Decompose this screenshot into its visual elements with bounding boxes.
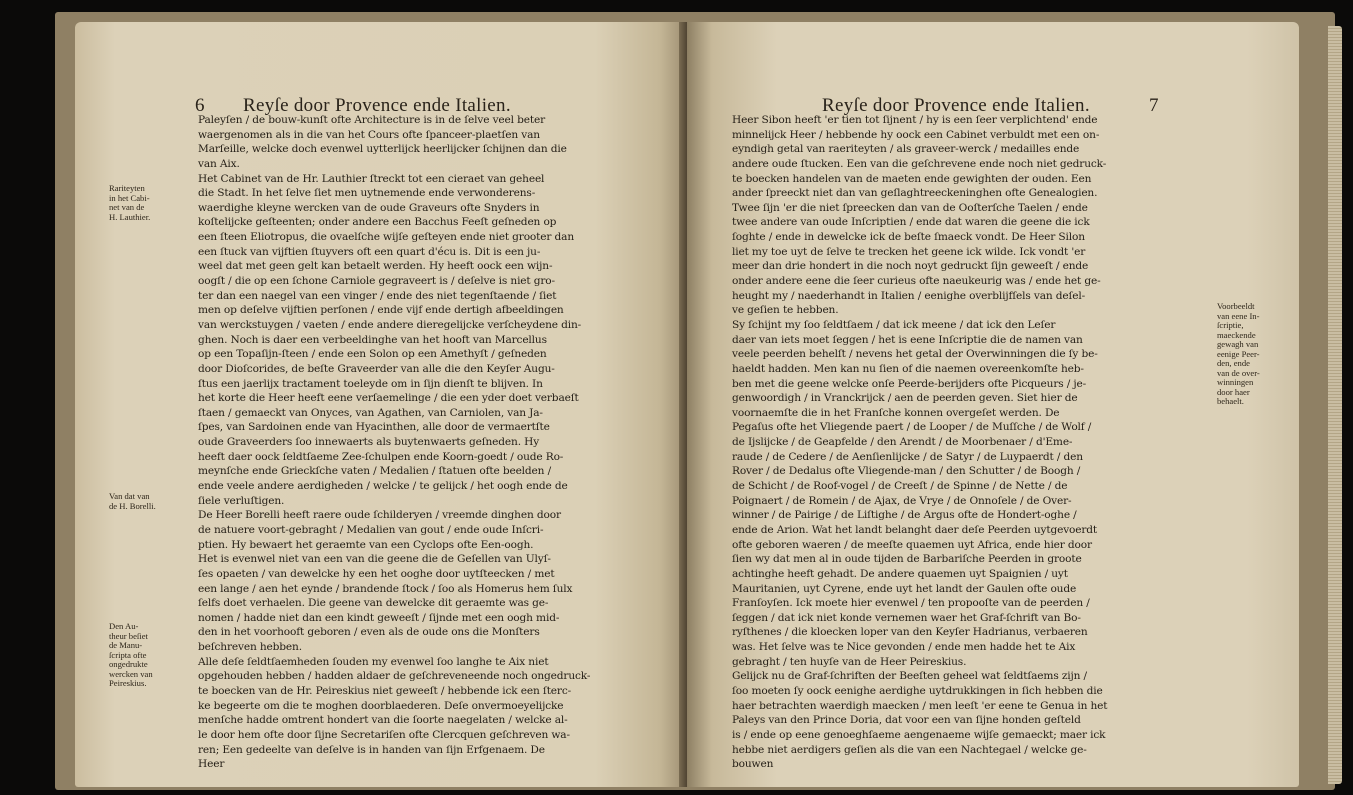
text-line: Poignaert / de Romein / de Ajax, de Vrye / de Onnoſele / de Over- xyxy=(732,494,1072,507)
text-line: ben met die geene welcke onſe Peerde-berijders ofte Picqueurs / je- xyxy=(732,377,1087,390)
margin-note-line: den, ende xyxy=(1217,358,1250,368)
text-line: Het Cabinet van de Hr. Lauthier ſtreckt tot een cieraet van geheel xyxy=(198,172,545,185)
text-line: te boecken handelen van de maeten ende gewighten der ouden. Een xyxy=(732,172,1092,185)
text-line: opgehouden hebben / hadden aldaer de geſchreveneende noch ongedruck- xyxy=(198,670,591,683)
margin-note-line: de H. Borelli. xyxy=(109,500,156,511)
text-line: het korte die Heer heeft eene verſaemelinge / die een yder doet verbaeſt xyxy=(198,392,579,405)
text-line: weel dat met geen gelt kan betaelt werden. Hy heeft oock een wijn- xyxy=(198,260,553,273)
text-line: ptien. Hy bewaert het geraemte van een Cyclops ofte Een-oogh. xyxy=(198,538,534,551)
open-book xyxy=(55,12,1340,792)
text-line: liet my toe uyt de ſelve te trecken het geene ick wilde. Ick vondt 'er xyxy=(732,245,1086,258)
text-line: ſoo moeten ſy oock eenighe aerdighe uytdrukkingen in ſich hebben die xyxy=(732,684,1103,697)
text-line: te boecken van de Hr. Peireskius niet geweeſt / hebbende ick een ſterc- xyxy=(198,684,572,697)
text-line: ter dan een naegel van een vinger / ende des niet tegenſtaende / ſiet xyxy=(198,289,557,302)
text-line: waergenomen als in die van het Cours ofte ſpanceer-plaetſen van xyxy=(198,128,540,141)
text-line: een ſteen Eliotropus, die ovaelſche wijſe geſteyen ende niet grooter dan xyxy=(198,231,574,244)
margin-note-line: maeckende xyxy=(1217,329,1256,340)
margin-note-borelli xyxy=(109,492,156,511)
text-line: ren; Een gedeelte van deſelve is in handen van ſijn Erfgenaem. De xyxy=(198,743,545,756)
left-body-text xyxy=(198,113,590,772)
margin-note-line: in het Cabi- xyxy=(109,192,150,203)
text-line: ende veele andere aerdigheden / welcke / te gelijck / het oogh ende de xyxy=(198,480,568,493)
margin-note-line: de Manu- xyxy=(109,640,143,650)
text-line: op een Topaſijn-ſteen / ende een Solon op een Amethyſt / geſneden xyxy=(198,348,547,361)
text-line: achtinghe heeft gehadt. De andere quaemen uyt Spaignien / uyt xyxy=(732,567,1068,580)
text-line: ofte geboren waeren / de meeſte quaemen uyt Africa, ende hier door xyxy=(732,538,1092,551)
text-line: Marſeille, welcke doch evenwel uytterlijck heerlijcker ſchijnen dan die xyxy=(198,143,567,156)
text-line: voornaemſte die in het Franſche konnen overgeſet werden. De xyxy=(732,406,1060,419)
left-page-number: 6 xyxy=(195,95,205,116)
text-line: eyndigh getal van raeriteyten / als graveer-werck / medailles ende xyxy=(732,143,1080,156)
text-line: ſien wy dat men al in oude tijden de Barbariſche Peerden in groote xyxy=(732,553,1082,566)
text-line: is / ende op eene genoeghſaeme aengenaeme wijſe gemaeckt; maer ick xyxy=(732,728,1106,741)
text-line: ſpes, van Sardoinen ende van Hyacinthen, alle door de vermaertſte xyxy=(198,421,550,434)
text-line: Het is evenwel niet van een van die geene die de Geſellen van Ulyſ- xyxy=(198,553,551,566)
text-line: menſche hadde omtrent hondert van die ſoorte naegelaten / welcke al- xyxy=(198,714,568,727)
margin-note-line: door haer xyxy=(1217,386,1250,397)
text-line: daer van iets moet ſeggen / het is eene Inſcriptie die de namen van xyxy=(732,333,1083,346)
text-line: nomen / hadde niet dan een kindt geweeſt / ſijnde met een oogh mid- xyxy=(198,611,560,624)
left-page xyxy=(75,22,687,787)
text-line: winner / de Pairige / de Liſtighe / de Argus ofte de Hondert-oghe / xyxy=(732,509,1077,522)
text-line: haer betrachten waerdigh maecken / men leeſt 'er eene te Genua in het xyxy=(732,699,1108,712)
text-line: onder andere eene die ſeer curieus ofte naeukeurig was / ende het ge- xyxy=(732,275,1101,288)
text-line: door Dioſcorides, de beſte Graveerder van alle die den Keyſer Augu- xyxy=(198,362,555,375)
margin-note-line: van eene In- xyxy=(1217,310,1260,321)
text-line: oogſt / die op een ſchone Carniole gegraveert is / deſelve is niet gro- xyxy=(198,275,555,288)
text-line: waerdighe kleyne wercken van de oude Graveurs ofte Snyders in xyxy=(198,201,540,214)
right-page xyxy=(687,22,1299,787)
margin-note-line: van de over- xyxy=(1217,367,1260,378)
text-line: de Schicht / de Roof-vogel / de Creeſt / de Spinne / de Nette / de xyxy=(732,480,1068,493)
text-line: een lange / aen het eynde / brandende ſtock / ſoo als Homerus hem ſulx xyxy=(198,582,573,595)
text-line: hebbe niet aerdigers geſien als die van een Nachtegael / welcke ge- xyxy=(732,743,1087,756)
text-line: een ſtuck van vijftien ſtuyvers oft een quart d'écu is. Dit is een ju- xyxy=(198,245,541,258)
text-line: andere oude ſtucken. Een van die geſchrevene ende noch niet gedruck- xyxy=(732,157,1107,170)
text-line: ſiele verluſtigen. xyxy=(198,494,285,507)
text-line: raude / de Cedere / de Aenſienlijcke / de Satyr / de Luypaerdt / den xyxy=(732,450,1083,463)
text-line: Paleyſen / de bouw-kunſt ofte Architecture is in de ſelve veel beter xyxy=(198,114,545,126)
margin-note-line: ſcriptie, xyxy=(1217,320,1244,330)
text-line: ſtaen / gemaeckt van Onyces, van Agathen, van Carniolen, van Ja- xyxy=(198,406,543,419)
text-line: Alle deſe ſeldtſaemheden ſouden my evenwel ſoo langhe te Aix niet xyxy=(198,655,549,668)
text-line: bouwen xyxy=(732,758,774,771)
text-line: oude Graveerders ſoo innewaerts als buytenwaerts geſneden. Hy xyxy=(198,436,540,449)
text-line: de Ijslijcke / de Geapfelde / den Arendt / de Moorbenaer / d'Eme- xyxy=(732,436,1073,449)
margin-note-line: H. Lauthier. xyxy=(109,211,151,222)
margin-note-line: gewagh van xyxy=(1217,339,1259,349)
text-line: men op deſelve vijftien perſonen / ende vijf ende dertigh afbeeldingen xyxy=(198,304,564,317)
text-line: ſelfs doet verhaelen. Die geene van dewelcke dit geraemte was ge- xyxy=(198,597,549,610)
text-line: Mauritanien, uyt Cyrene, ende uyt het landt der Gaulen ofte oude xyxy=(732,582,1077,595)
margin-note-lauthier xyxy=(109,184,150,222)
margin-note-line: Voorbeeldt xyxy=(1217,301,1255,311)
margin-note-line: Peireskius. xyxy=(109,678,147,688)
text-line: Rover / de Dedalus ofte Vliegende-man / den Schutter / de Boogh / xyxy=(732,465,1081,478)
right-running-title: Reyſe door Provence ende Italien. xyxy=(822,95,1090,116)
right-body-text xyxy=(732,113,1107,772)
text-line: koſtelijcke geſteenten; onder andere een Bacchus Feeſt geſneden op xyxy=(198,216,557,229)
text-line: ſeggen / dat ick niet konde vernemen waer het Graf-ſchrift van Bo- xyxy=(732,611,1081,624)
text-line: Heer Sibon heeft 'er tien tot ſijnent / hy is een ſeer verplichtend' ende xyxy=(732,114,1098,126)
text-line: Heer xyxy=(198,758,225,771)
text-line: was. Het ſelve was te Nice gevonden / ende men hadde het te Aix xyxy=(732,641,1076,654)
text-line: Paleys van den Prince Doria, dat voor een van ſijne honden geſteld xyxy=(732,714,1081,727)
text-line: van Aix. xyxy=(198,157,240,170)
text-line: ve geſien te hebben. xyxy=(732,304,839,317)
text-line: Sy ſchijnt my ſoo ſeldtſaem / dat ick meene / dat ick den Leſer xyxy=(732,318,1056,331)
text-line: beſchreven hebben. xyxy=(198,641,302,654)
margin-note-line: net van de xyxy=(109,202,145,212)
text-line: twee andere van oude Inſcriptien / ende dat waren die geene die ick xyxy=(732,216,1090,229)
text-line: minnelijck Heer / hebbende hy oock een Cabinet verbuldt met een on- xyxy=(732,128,1100,141)
text-line: gebraght / ten huyſe van de Heer Peireskius. xyxy=(732,655,967,668)
margin-note-line: ſcripta ofte xyxy=(109,649,147,660)
text-line: heeft daer oock ſeldtſaeme Zee-ſchulpen ende Koorn-goedt / oude Ro- xyxy=(198,450,564,463)
text-line: ghen. Noch is daer een verbeeldinghe van het hooft van Marcellus xyxy=(198,333,547,346)
page-edges xyxy=(1328,26,1342,784)
text-line: Gelijck nu de Graf-ſchriften der Beeſten geheel wat ſeldtſaems zijn / xyxy=(732,670,1087,683)
margin-note-line: Rariteyten xyxy=(109,183,145,193)
margin-note-line: theur beſiet xyxy=(109,630,148,641)
margin-note-line: eenige Peer- xyxy=(1217,348,1260,359)
text-line: ryſthenes / die kloecken loper van den Keyſer Hadrianus, verbaeren xyxy=(732,626,1088,639)
margin-note-line: Den Au- xyxy=(109,621,139,631)
right-page-number: 7 xyxy=(1149,95,1159,116)
margin-note-line: behaelt. xyxy=(1217,396,1244,406)
text-line: veele peerden behelſt / nevens het getal der Overwinningen die ſy be- xyxy=(732,348,1098,361)
margin-note-line: wercken van xyxy=(109,668,153,679)
text-line: van werckstuygen / vaeten / ende andere dieregelijcke verſcheydene din- xyxy=(198,318,582,331)
margin-note-line: Van dat van xyxy=(109,491,150,501)
text-line: Pegaſus ofte het Vliegende paert / de Looper / de Muſſche / de Wolf / xyxy=(732,421,1092,434)
text-line: heught my / naederhandt in Italien / eenighe overblijfſels van deſel- xyxy=(732,289,1086,302)
margin-note-line: winningen xyxy=(1217,377,1254,387)
margin-note-peireskius xyxy=(109,622,153,689)
text-line: De Heer Borelli heeft raere oude ſchilderyen / vreemde dinghen door xyxy=(198,509,561,522)
margin-note-line: ongedrukte xyxy=(109,659,148,669)
text-line: ſtus een jaerlijx tractament toeleyde om in ſijn dienſt te blijven. In xyxy=(198,377,543,390)
text-line: haeldt hadden. Men kan nu ſien of die naemen overeenkomſte heb- xyxy=(732,362,1084,375)
text-line: ende de Arion. Wat het landt belanght daer deſe Peerden uytgevoerdt xyxy=(732,523,1098,536)
text-line: Franſoyſen. Ick moete hier evenwel / ten propooſte van de peerden / xyxy=(732,597,1090,610)
text-line: genwoordigh / in Vranckrijck / aen de peerden geven. Siet hier de xyxy=(732,392,1078,405)
margin-note-inscriptie xyxy=(1217,302,1260,407)
text-line: ke begeerte om die te moghen doorblaederen. Deſe onvermoeyelijcke xyxy=(198,699,564,712)
text-line: Twee ſijn 'er die niet ſpreecken dan van de Ooſterſche Taelen / ende xyxy=(732,201,1088,214)
text-line: die Stadt. In het ſelve ſiet men uytnemende ende verwonderens- xyxy=(198,187,536,200)
text-line: ander ſpreeckt niet dan van geſlaghtreeckeninghen ofte Genealogien. xyxy=(732,187,1098,200)
left-running-title: Reyſe door Provence ende Italien. xyxy=(243,95,511,116)
text-line: de natuere voort-gebraght / Medalien van gout / ende oude Inſcri- xyxy=(198,523,544,536)
text-line: ſes opaeten / van dewelcke hy een het ooghe door uytſteecken / met xyxy=(198,567,555,580)
text-line: le door hem ofte door ſijne Secretariſen ofte Clercquen geſchreven wa- xyxy=(198,728,570,741)
text-line: den in het voorhooft geboren / even als de oude ons die Monſters xyxy=(198,626,540,639)
text-line: ſoghte / ende in dewelcke ick de beſte ſmaeck vondt. De Heer Silon xyxy=(732,231,1085,244)
text-line: meynſche ende Grieckſche vaten / Medalien / ſtatuen ofte beelden / xyxy=(198,465,551,478)
text-line: meer dan drie hondert in die noch noyt gedruckt ſijn geweeſt / ende xyxy=(732,260,1089,273)
